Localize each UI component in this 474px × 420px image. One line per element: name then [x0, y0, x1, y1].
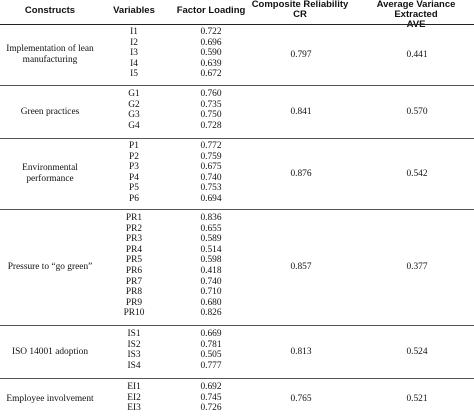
composite-reliability-value: 0.841	[290, 106, 312, 117]
variables-list	[104, 27, 164, 80]
ave-value: 0.542	[406, 168, 428, 179]
variable-code: I1	[130, 27, 138, 37]
variable-code: EI1	[127, 382, 141, 392]
factor-loading-value: 0.772	[200, 141, 222, 151]
variable-code: G2	[128, 99, 140, 110]
composite-reliability-value: 0.857	[290, 262, 312, 273]
variable-code: PR5	[125, 255, 143, 266]
construct-name	[0, 25, 100, 85]
composite-reliability-value: 0.813	[290, 346, 312, 357]
variable-code: PR3	[125, 234, 143, 245]
variable-code: P6	[129, 193, 139, 204]
construct-name	[0, 210, 100, 325]
table-row-group	[0, 25, 474, 85]
ave-value: 0.524	[406, 346, 428, 357]
variables-list	[104, 213, 164, 319]
factor-loading-value: 0.589	[200, 234, 222, 245]
construct-line: Employee involvement	[6, 394, 94, 405]
header-factor-loading: Factor Loading	[176, 5, 246, 16]
variable-code: PR2	[125, 223, 143, 234]
ave-value: 0.521	[406, 394, 428, 405]
loadings-list	[176, 89, 246, 131]
variable-code: I4	[130, 58, 138, 69]
factor-loading-value: 0.692	[200, 382, 222, 392]
variable-code: I2	[130, 37, 138, 48]
construct-line: Implementation of lean	[6, 44, 94, 55]
factor-loading-value: 0.672	[200, 69, 222, 80]
construct-line: manufacturing	[22, 55, 78, 65]
variable-code: P4	[129, 172, 139, 183]
factor-loading-value: 0.781	[200, 339, 222, 350]
factor-loading-value: 0.590	[200, 48, 222, 59]
factor-loading-value: 0.655	[200, 223, 222, 234]
factor-loading-value: 0.680	[200, 297, 222, 308]
construct-name	[0, 139, 100, 209]
factor-loading-value: 0.669	[200, 329, 222, 339]
header-constructs: Constructs	[24, 5, 76, 16]
header-ave-line2: AVE	[406, 19, 426, 30]
variable-code: G4	[128, 120, 140, 131]
variable-code: G3	[128, 110, 140, 121]
variables-list	[104, 382, 164, 414]
factor-loading-value: 0.745	[200, 392, 222, 403]
table-row-group	[0, 86, 474, 138]
factor-loading-value: 0.753	[200, 183, 222, 194]
header-variables: Variables	[113, 5, 155, 16]
variable-code: IS1	[127, 329, 141, 339]
construct-name	[0, 326, 100, 378]
variable-code: PR9	[125, 297, 143, 308]
loadings-list	[176, 27, 246, 80]
factor-loading-value: 0.726	[200, 403, 222, 414]
composite-reliability-value: 0.797	[290, 49, 312, 60]
header-cr-line1: Composite Reliability	[251, 0, 349, 10]
construct-line: Pressure to “go green”	[7, 262, 93, 273]
factor-loading-value: 0.675	[200, 162, 222, 173]
factor-loading-value: 0.722	[200, 27, 222, 37]
variable-code: IS2	[127, 339, 141, 350]
variables-list	[104, 141, 164, 205]
variable-code: PR8	[125, 287, 143, 298]
variable-code: I3	[130, 48, 138, 59]
variables-list	[104, 329, 164, 371]
factor-loading-value: 0.735	[200, 99, 222, 110]
composite-reliability-value: 0.876	[290, 168, 312, 179]
variable-code: IS3	[127, 350, 141, 361]
variable-code: P5	[129, 183, 139, 194]
loadings-list	[176, 382, 246, 414]
construct-line: performance	[26, 174, 74, 184]
variable-code: EI2	[127, 392, 141, 403]
variable-code: P2	[129, 151, 139, 162]
table-row-group	[0, 210, 474, 325]
construct-line: Environmental	[22, 163, 78, 174]
factor-loading-value: 0.740	[200, 276, 222, 287]
variable-code: G1	[128, 89, 140, 99]
factor-loading-value: 0.694	[200, 193, 222, 204]
loadings-list	[176, 141, 246, 205]
loadings-list	[176, 213, 246, 319]
ave-value: 0.441	[406, 49, 428, 60]
header-composite-reliability	[248, 0, 352, 20]
factor-loading-value: 0.514	[200, 244, 222, 255]
variable-code: PR6	[125, 265, 143, 276]
ave-value: 0.570	[406, 106, 428, 117]
variable-code: PR7	[125, 276, 143, 287]
factor-loading-value: 0.505	[200, 350, 222, 361]
variable-code: PR1	[125, 213, 143, 223]
header-ave-line1: Average Variance Extracted	[376, 0, 456, 20]
table-row-group	[0, 139, 474, 209]
factor-loading-value: 0.639	[200, 58, 222, 69]
composite-reliability-value: 0.765	[290, 394, 312, 405]
factor-loading-value: 0.750	[200, 110, 222, 121]
header-cr-line2: CR	[293, 9, 307, 20]
factor-loading-value: 0.418	[200, 265, 222, 276]
variable-code: I5	[130, 69, 138, 80]
variable-code: IS4	[127, 360, 141, 371]
table-header	[0, 0, 474, 30]
table-row-group	[0, 379, 474, 420]
construct-name	[0, 86, 100, 138]
variable-code: P1	[129, 141, 139, 151]
construct-line: Green practices	[20, 106, 80, 117]
factor-loading-value: 0.696	[200, 37, 222, 48]
factor-loading-value: 0.740	[200, 172, 222, 183]
variable-code: P3	[129, 162, 139, 173]
construct-line: ISO 14001 adoption	[11, 346, 89, 357]
factor-loading-value: 0.760	[200, 89, 222, 99]
factor-loading-value: 0.759	[200, 151, 222, 162]
table-row-group	[0, 326, 474, 378]
variable-code: PR4	[125, 244, 143, 255]
factor-loading-value: 0.836	[200, 213, 222, 223]
ave-value: 0.377	[406, 262, 428, 273]
factor-loading-value: 0.598	[200, 255, 222, 266]
loadings-list	[176, 329, 246, 371]
factor-loading-value: 0.777	[200, 360, 222, 371]
variables-list	[104, 89, 164, 131]
variable-code: PR10	[123, 308, 145, 319]
factor-loading-value: 0.728	[200, 120, 222, 131]
factor-loading-value: 0.826	[200, 308, 222, 319]
factor-loading-value: 0.710	[200, 287, 222, 298]
variable-code: EI3	[127, 403, 141, 414]
construct-name	[0, 379, 100, 420]
